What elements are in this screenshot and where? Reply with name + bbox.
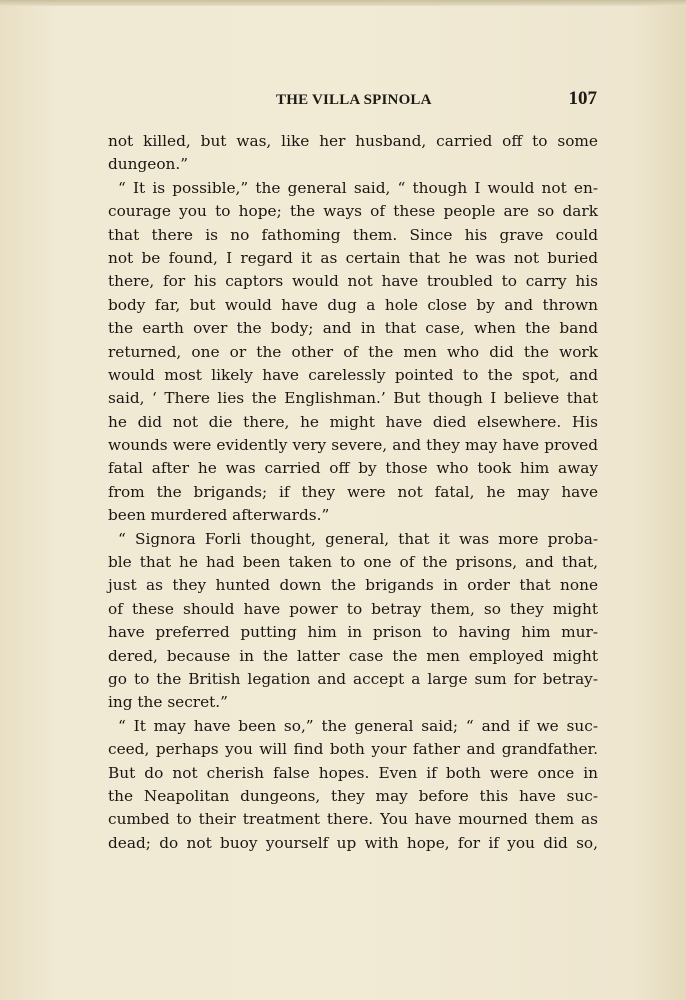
text-line: fatal after he was carried off by those who took him away (108, 459, 598, 478)
text-line: have preferred putting him in prison to having him mur- (108, 623, 598, 642)
text-line: returned, one or the other of the men who did the work (108, 342, 598, 361)
text-line: just as they hunted down the brigands in order that none (108, 576, 598, 595)
text-line: dead; do not buoy yourself up with hope, for if you did so, (108, 833, 598, 852)
text-line: go to the British legation and accept a large sum for betray- (108, 669, 598, 688)
text-line: dered, because in the latter case the men employed might (108, 646, 598, 665)
text-line: been murdered afterwards.” (108, 506, 330, 525)
text-line: cumbed to their treatment there. You have mourned them as (108, 810, 598, 829)
text-line: But do not cherish false hopes. Even if both were once in (108, 763, 598, 782)
text-line: not killed, but was, like her husband, carried off to some (108, 132, 598, 150)
text-line: not be found, I regard it as certain that he was not buried (108, 248, 598, 267)
text-line: wounds were evidently very severe, and they may have proved (108, 436, 598, 455)
page-number: 107 (568, 88, 597, 109)
text-line: that there is no fathoming them. Since his grave could (108, 225, 598, 244)
text-line: ing the secret.” (108, 693, 228, 712)
text-line: the earth over the body; and in that case, when the band (108, 319, 598, 338)
text-line: said, ‘ There lies the Englishman.’ But though I believe that (108, 389, 598, 408)
text-line: there, for his captors would not have troubled to carry his (108, 272, 598, 291)
text-line: from the brigands; if they were not fatal, he may have (108, 482, 598, 501)
page-top-edge (0, 0, 686, 6)
text-line: “ It is possible,” the general said, “ though I would not en- (118, 178, 598, 197)
text-line: he did not die there, he might have died elsewhere. His (108, 412, 598, 431)
body-text (108, 130, 598, 855)
text-line: of these should have power to betray them, so they might (108, 599, 598, 618)
text-line: “ Signora Forli thought, general, that it was more proba- (118, 529, 598, 548)
text-line: ceed, perhaps you will find both your father and grandfather. (108, 740, 598, 759)
running-title: THE VILLA SPINOLA (276, 92, 432, 108)
text-line: dungeon.” (108, 155, 189, 174)
text-line: the Neapolitan dungeons, they may before this have suc- (108, 786, 598, 805)
text-line: “ It may have been so,” the general said; “ and if we suc- (118, 716, 598, 735)
text-line: courage you to hope; the ways of these people are so dark (108, 202, 598, 221)
text-line: body far, but would have dug a hole close by and thrown (108, 295, 598, 314)
text-line: would most likely have carelessly pointed to the spot, and (108, 365, 598, 384)
text-line: ble that he had been taken to one of the prisons, and that, (108, 553, 598, 572)
